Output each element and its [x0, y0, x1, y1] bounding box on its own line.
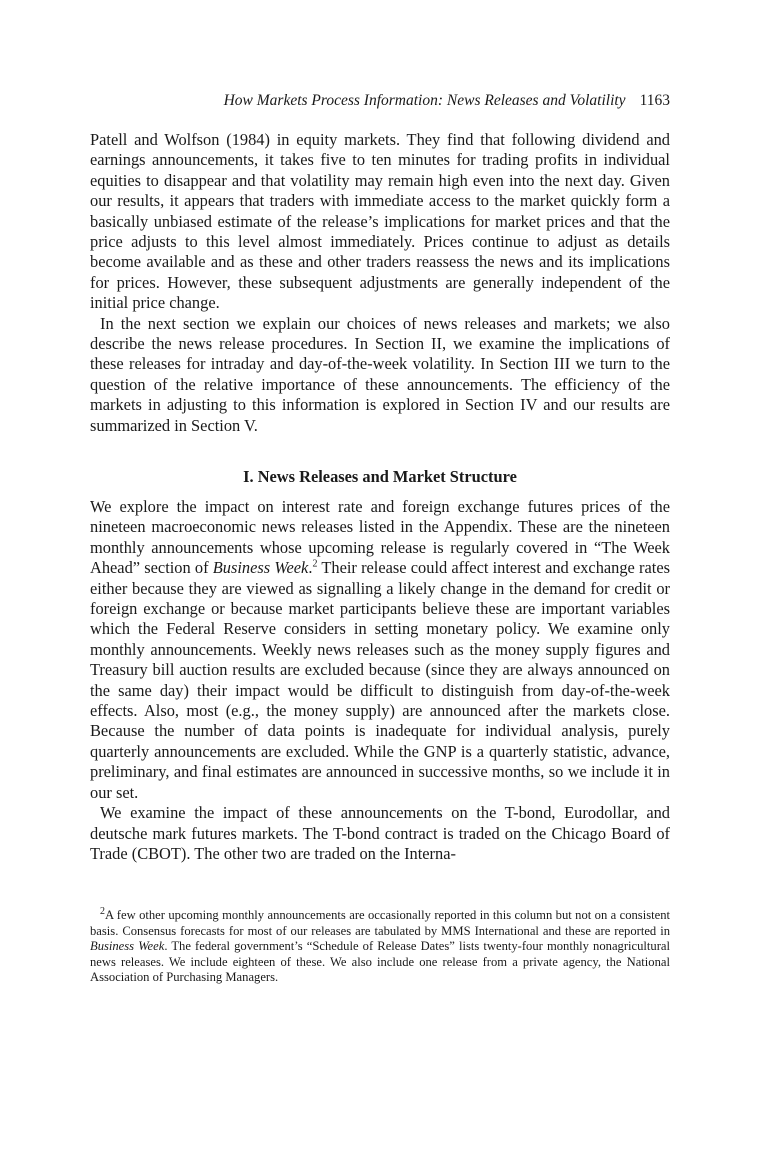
section-text-block — [90, 497, 670, 864]
intro-text-block — [90, 130, 670, 436]
paragraph-text: Their release could affect interest and exchange rates either because they are viewed as signalling a likely change in the demand for credit or foreign exchange or because market participants believe these are important variables which the Federal Reserve considers in setting monetary policy. We examine only monthly announcements. Weekly news releases such as the money supply figures and Treasury bill auction results are excluded because (since they are always announced on the same day) their impact would be difficult to distinguish from day-of-the-week effects. Also, most (e.g., the money supply) are announced after the markets close. Because the number of data points is inadequate for individual analysis, purely quarterly announcements are excluded. While the GNP is a quarterly statistic, advance, preliminary, and final estimates are announced in successive months, so we include it in our set. — [90, 558, 670, 802]
paragraph-text: We explore the impact on interest rate and foreign exchange futures prices of the nineteen macroeconomic news releases listed in the Appendix. These are the nineteen monthly announcements whose upcoming release is regularly covered in “The Week Ahead” section of — [90, 497, 670, 578]
footnote-segment: A few other upcoming monthly announcements are occasionally reported in this column but not on a consistent basis. Consensus forecasts for most of our releases are tabulated by MMS International and these are reported in — [90, 908, 670, 938]
footnote — [90, 905, 670, 986]
footnote-mark: 2 — [100, 905, 105, 917]
italic-publication: Business Week — [212, 558, 309, 578]
paragraph-outline: In the next section we explain our choices of news releases and markets; we also describe the news release procedures. In Section II, we examine the implications of these releases for intraday and day-of-the-week volatility. In Section III we turn to the question of the relative importance of these announcements. The efficiency of the markets in adjusting to this information is explored in Section IV and our results are summarized in Section V. — [90, 313, 670, 435]
footnote-text — [90, 905, 670, 986]
paragraph-markets: We examine the impact of these announcements on the T-bond, Eurodollar, and deutsche mark futures markets. The T-bond contract is traded on the Chicago Board of Trade (CBOT). The other two are traded on the Interna- — [90, 803, 670, 863]
paragraph-text: . — [308, 558, 313, 578]
paragraph-news-releases — [90, 497, 670, 803]
page-number: 1163 — [639, 92, 670, 109]
footnote-segment: . The federal government’s “Schedule of Release Dates” lists twenty-four monthly nonagricultural news releases. We include eighteen of these. We also include one release from a private agency, the National Association of Purchasing Managers. — [90, 939, 670, 985]
italic-publication: Business Week — [90, 939, 165, 954]
section-heading: I. News Releases and Market Structure — [243, 467, 517, 486]
running-head-title: How Markets Process Information: News Releases and Volatility — [223, 92, 626, 109]
running-head — [90, 92, 670, 110]
footnote-reference: 2 — [312, 558, 318, 570]
paragraph-continued: Patell and Wolfson (1984) in equity markets. They find that following dividend and earnings announcements, it takes five to ten minutes for trading profits in individual equities to disappear and that volatility may remain high even into the next day. Given our results, it appears that traders with immediate access to the market quickly form a basically unbiased estimate of the release’s implications for market prices and that the price adjusts to this level almost immediately. Prices continue to adjust as details become available and as these and other traders reassess the news and its implications for prices. However, these subsequent adjustments are generally independent of the initial price change. — [90, 130, 670, 313]
